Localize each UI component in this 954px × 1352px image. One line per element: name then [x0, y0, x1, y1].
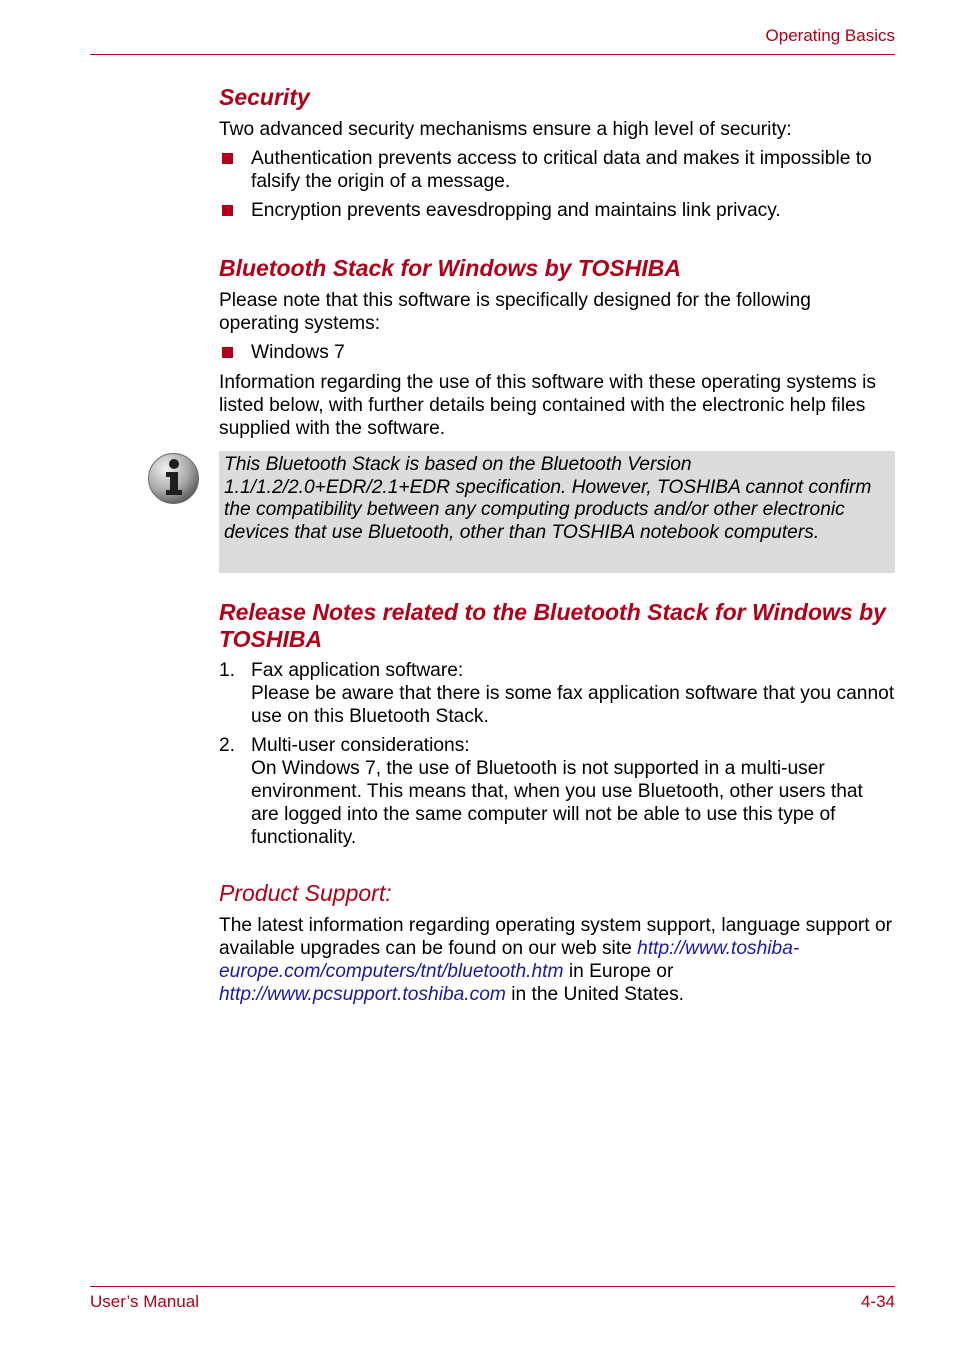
list-item-body: On Windows 7, the use of Bluetooth is not supported in a multi-user environment. This means that, when you use Bluetooth, other users that are logged into the same computer will not be able to use this type of functionality.: [251, 758, 863, 848]
stack-info: Information regarding the use of this software with these operating systems is listed below, with further details being contained with the electronic help files supplied with the software.: [219, 372, 876, 439]
info-icon: [147, 452, 200, 505]
list-item-text: Encryption prevents eavesdropping and maintains link privacy.: [251, 200, 781, 221]
list-item-body: Please be aware that there is some fax application software that you cannot use on this Bluetooth Stack.: [251, 683, 895, 727]
support-mid-text: in Europe or: [563, 961, 674, 982]
footer-title: User’s Manual: [90, 1292, 199, 1311]
running-header: Operating Basics: [765, 26, 895, 45]
europe-link[interactable]: http://www.toshiba-europe.com/computers/tnt/bluetooth.htm: [219, 938, 800, 982]
note-text: This Bluetooth Stack is based on the Bluetooth Version 1.1/1.2/2.0+EDR/2.1+EDR specification. However, TOSHIBA cannot confirm the compatibility between any computing products and/or other electronic devices that use Bluetooth, other than TOSHIBA notebook computers.: [224, 454, 872, 543]
release-heading: Release Notes related to the Bluetooth Stack for Windows by TOSHIBA: [219, 599, 886, 652]
bullet-square-icon: [222, 347, 233, 358]
list-item-text: Authentication prevents access to critical data and makes it impossible to falsify the origin of a message.: [251, 148, 872, 192]
bullet-square-icon: [222, 205, 233, 216]
support-tail-text: in the United States.: [505, 984, 685, 1005]
note-box: [219, 451, 895, 573]
list-item: [219, 147, 895, 193]
us-link[interactable]: http://www.pcsupport.toshiba.com: [219, 984, 506, 1005]
security-heading: Security: [219, 84, 310, 110]
list-item: [219, 734, 895, 849]
list-item-number: 2.: [219, 735, 236, 756]
stack-heading: Bluetooth Stack for Windows by TOSHIBA: [219, 255, 681, 281]
list-item-number: 1.: [219, 660, 236, 681]
header-rule: [90, 54, 895, 55]
stack-intro: Please note that this software is specifically designed for the following operating systems:: [219, 290, 811, 334]
footer-rule: [90, 1286, 895, 1287]
list-item: [219, 659, 895, 728]
page-number: 4-34: [860, 1292, 895, 1311]
list-item-text: Windows 7: [251, 342, 345, 363]
list-item: [219, 341, 895, 364]
support-text: The latest information regarding operating system support, language support or available upgrades can be found on our web site: [219, 915, 893, 959]
bullet-square-icon: [222, 153, 233, 164]
list-item-title: Multi-user considerations:: [251, 735, 470, 756]
list-item: [219, 199, 895, 222]
support-heading: Product Support:: [219, 880, 392, 906]
list-item-title: Fax application software:: [251, 660, 464, 681]
security-intro: Two advanced security mechanisms ensure a high level of security:: [219, 119, 792, 140]
support-paragraph: [219, 914, 895, 1006]
